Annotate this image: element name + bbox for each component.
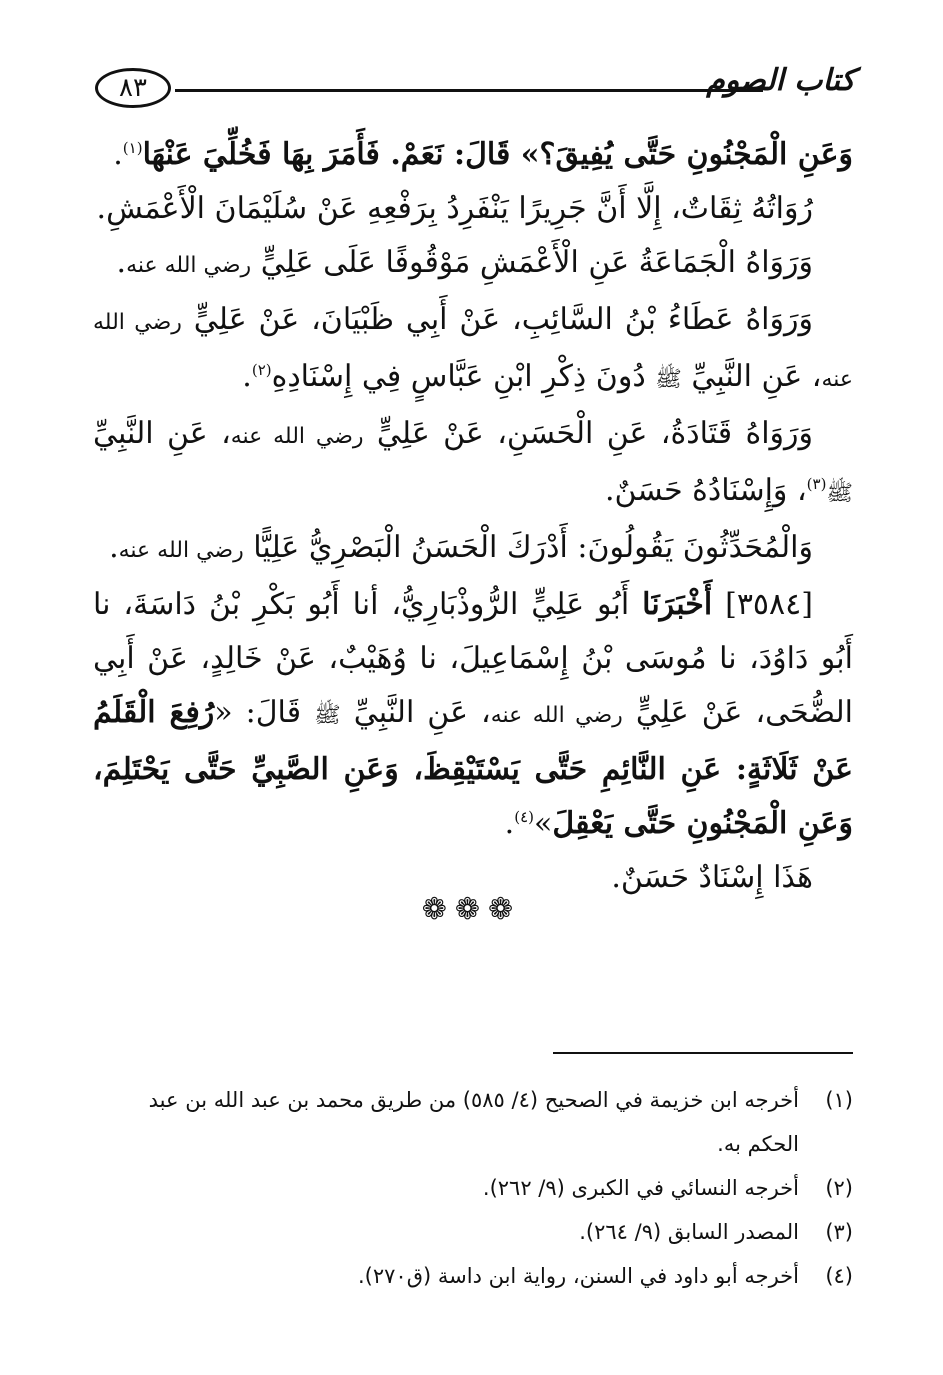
punctuation: .: [504, 806, 515, 841]
text: ، عَنِ النَّبِيِّ: [93, 416, 231, 451]
honorific-icon: رضي الله عنه: [126, 253, 252, 278]
honorific-icon: رضي الله عنه: [93, 310, 853, 392]
text: وَرَوَاهُ الْجَمَاعَةُ عَنِ الْأَعْمَشِ مَوْقُوفًا عَلَى عَلِيٍّ: [260, 245, 813, 280]
honorific-icon: رضي الله عنه: [230, 424, 364, 449]
paragraph-5: [93, 407, 853, 521]
page-header: [95, 62, 855, 122]
footnote-number: (٢): [825, 1176, 853, 1200]
footnote-number: (٣): [825, 1220, 853, 1244]
punctuation: .: [242, 359, 252, 394]
paragraph-2: رُوَاتُهُ ثِقَاتٌ، إِلَّا أَنَّ جَرِيرًا يَنْفَرِدُ بِرَفْعِهِ عَنْ سُلَيْمَانَ الْأَعْمَشِ.: [96, 191, 813, 226]
text: قَالَ: «: [214, 695, 315, 730]
footnote-text: أخرجه أبو داود في السنن، رواية ابن داسة (ق٢٧٠).: [358, 1264, 799, 1288]
footnote-ref-3: (٣): [806, 475, 827, 493]
paragraph-4: [93, 293, 853, 407]
header-rule: [175, 89, 763, 92]
paragraph-6: [93, 521, 853, 578]
punctuation: .: [116, 245, 127, 280]
footnote-rule: [553, 1052, 853, 1054]
hadith-number: [٣٥٨٤]: [725, 587, 813, 622]
text: ، وَإِسْنَادُهُ حَسَنٌ.: [604, 473, 807, 508]
akhbarana: أَخْبَرَنَا: [642, 587, 713, 622]
page-number: ٨٣: [95, 68, 171, 108]
text: وَرَوَاهُ قَتَادَةُ، عَنِ الْحَسَنِ، عَنْ عَلِيٍّ: [376, 416, 813, 451]
text: ، عَنِ النَّبِيِّ: [691, 359, 822, 394]
hadith-text: رُفِعَ الْقَلَمُ عَنْ ثَلَاثَةٍ: عَنِ النَّائِمِ حَتَّى يَسْتَيْقِظَ، وَعَنِ الصَّبِيِّ حَتَّى يَحْتَلِمَ، وَعَنِ الْمَجْنُونِ حَتَّى يَعْقِلَ: [93, 695, 853, 841]
section-divider-icon: ❁❁❁: [421, 892, 522, 927]
honorific-icon: رضي الله عنه: [118, 538, 244, 563]
paragraph-7: [93, 578, 853, 851]
footnote-ref-4: (٤): [514, 808, 534, 826]
footnote: [93, 1210, 853, 1254]
main-text: [93, 128, 853, 905]
punctuation: »: [533, 806, 553, 841]
paragraph-8: هَذَا إِسْنَادٌ حَسَنٌ.: [611, 860, 813, 895]
footnote: [93, 1078, 853, 1166]
punctuation: .: [109, 530, 119, 565]
footnote-ref-2: (٢): [251, 361, 272, 379]
text: أَبُو عَلِيٍّ الرُّوذْبَارِيُّ، أنا أَبُو بَكْرِ بْنُ دَاسَةَ، نا أَبُو دَاوُدَ، نا مُوسَى بْنُ إِسْمَاعِيلَ، نا وُهَيْبٌ، عَنْ خَالِدٍ، عَنْ أَبِي الضُّحَى، عَنْ عَلِيٍّ: [93, 587, 854, 730]
punctuation: .: [113, 137, 123, 172]
footnote-text: أخرجه النسائي في الكبرى (٩/ ٢٦٢).: [482, 1176, 799, 1200]
text: ، عَنِ النَّبِيِّ: [353, 695, 491, 730]
footnote: [93, 1254, 853, 1298]
text: وَرَوَاهُ عَطَاءُ بْنُ السَّائِبِ، عَنْ أَبِي ظَبْيَانَ، عَنْ عَلِيٍّ: [193, 302, 813, 337]
salawat-icon: ﷺ: [655, 367, 682, 392]
paragraph-3: [93, 236, 853, 293]
footnote-number: (١): [825, 1088, 853, 1112]
footnote: [93, 1166, 853, 1210]
footnote-text: أخرجه ابن خزيمة في الصحيح (٤/ ٥٨٥) من طريق محمد بن عبد الله بن عبد الحكم به.: [148, 1088, 799, 1156]
footnote-text: المصدر السابق (٩/ ٢٦٤).: [579, 1220, 799, 1244]
footnote-number: (٤): [825, 1264, 853, 1288]
text: وَالْمُحَدِّثُونَ يَقُولُونَ: أَدْرَكَ الْحَسَنُ الْبَصْرِيُّ عَلِيًّا: [253, 530, 813, 565]
footnote-ref-1: (١): [122, 139, 143, 157]
footnotes: [93, 1078, 853, 1298]
book-title: كتاب الصوم: [706, 63, 855, 98]
hadith-text: وَعَنِ الْمَجْنُونِ حَتَّى يُفِيقَ؟» قَالَ: نَعَمْ. فَأَمَرَ بِهَا فَخُلِّيَ عَنْهَا: [142, 137, 853, 172]
paragraph-1: [93, 128, 853, 182]
salawat-icon: ﷺ: [314, 703, 341, 728]
text: دُونَ ذِكْرِ ابْنِ عَبَّاسٍ فِي إِسْنَادِهِ: [271, 359, 656, 394]
salawat-icon: ﷺ: [826, 481, 853, 506]
honorific-icon: رضي الله عنه: [490, 703, 623, 728]
